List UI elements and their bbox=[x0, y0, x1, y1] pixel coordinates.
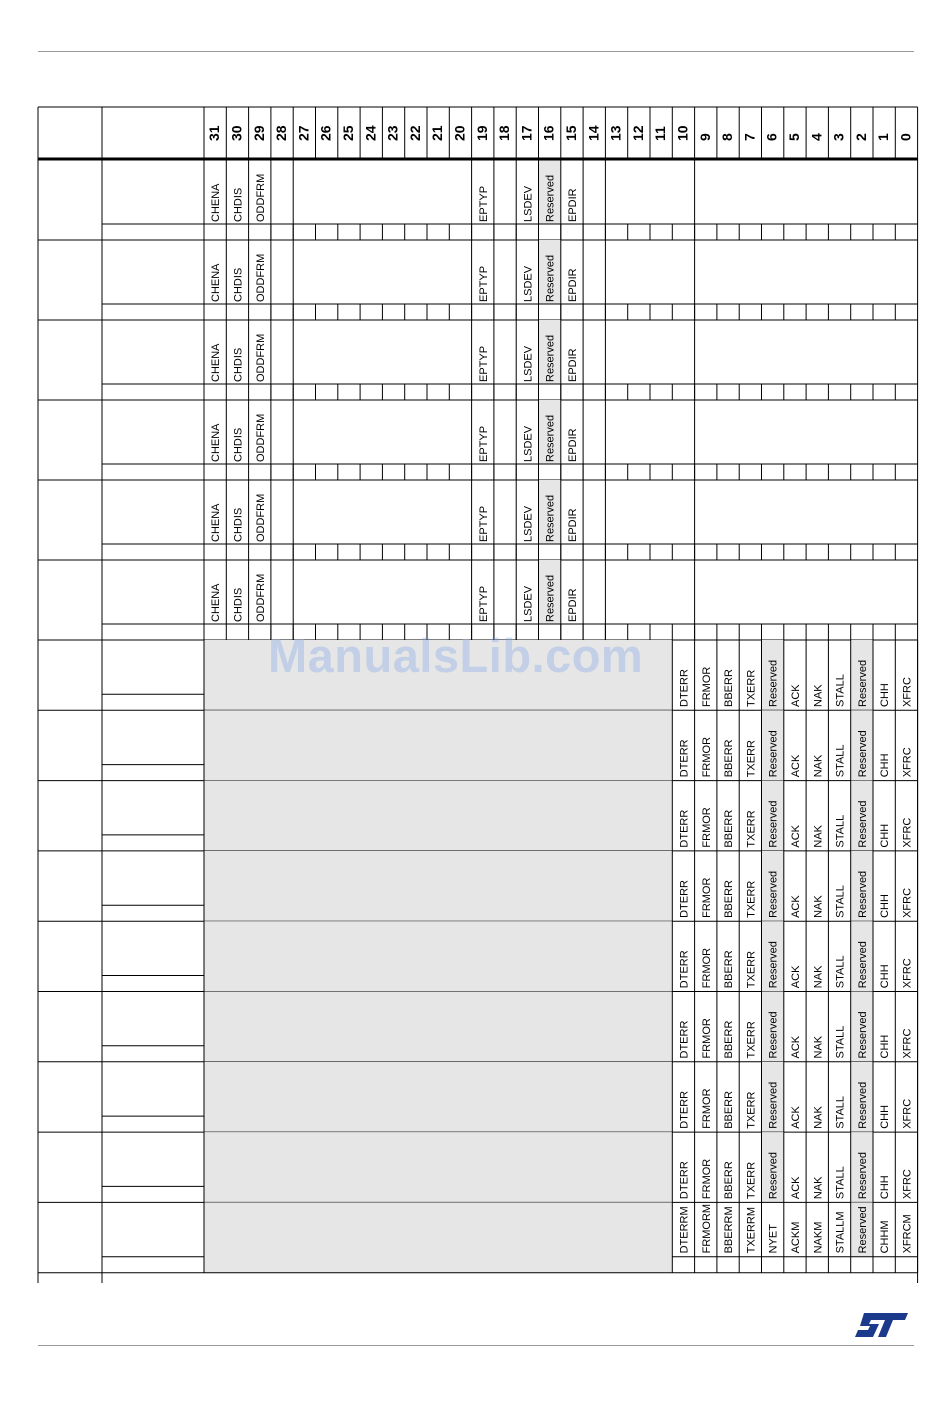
field-epdir: EPDIR bbox=[566, 428, 579, 462]
field-stall: STALL bbox=[834, 885, 847, 918]
field-stall: STALL bbox=[834, 674, 847, 707]
field-epdir: EPDIR bbox=[566, 348, 579, 382]
field-chh: CHH bbox=[879, 823, 892, 848]
bit-number-3: 3 bbox=[830, 133, 847, 141]
field-nak: NAK bbox=[812, 754, 825, 778]
bit-number-14: 14 bbox=[585, 125, 602, 141]
field-chdis: CHDIS bbox=[232, 587, 245, 622]
field-dterr: DTERR bbox=[678, 809, 691, 848]
field-chh: CHH bbox=[879, 753, 892, 778]
field-ack: ACK bbox=[789, 965, 802, 989]
field-txerrm: TXERRM bbox=[745, 1206, 758, 1254]
field-oddfrm: ODDFRM bbox=[254, 333, 267, 382]
field-oddfrm: ODDFRM bbox=[254, 573, 267, 622]
field-nak: NAK bbox=[812, 1106, 825, 1129]
field-lsdev: LSDEV bbox=[522, 585, 535, 622]
field-xfrc: XFRC bbox=[901, 1169, 914, 1200]
field-dterrm: DTERRM bbox=[678, 1206, 691, 1254]
field-stall: STALL bbox=[834, 1025, 847, 1059]
field-stall: STALL bbox=[834, 1095, 847, 1129]
field-epdir: EPDIR bbox=[566, 508, 579, 542]
field-xfrc: XFRC bbox=[901, 747, 914, 778]
field-dterr: DTERR bbox=[678, 1090, 691, 1129]
field-txerr: TXERR bbox=[745, 950, 758, 989]
bit-number-26: 26 bbox=[317, 125, 334, 141]
field-reserved: Reserved bbox=[544, 494, 557, 542]
field-dterr: DTERR bbox=[678, 669, 691, 707]
field-ack: ACK bbox=[789, 895, 802, 918]
bit-number-15: 15 bbox=[562, 125, 579, 141]
bit-number-1: 1 bbox=[875, 133, 892, 141]
bit-number-13: 13 bbox=[607, 125, 624, 141]
field-lsdev: LSDEV bbox=[522, 265, 535, 302]
field-bberr: BBERR bbox=[723, 1020, 736, 1059]
bit-number-22: 22 bbox=[406, 125, 423, 141]
field-xfrc: XFRC bbox=[901, 817, 914, 848]
field-chh: CHH bbox=[879, 683, 892, 707]
field-reserved: Reserved bbox=[856, 800, 869, 848]
field-eptyp: EPTYP bbox=[477, 345, 490, 382]
bit-number-0: 0 bbox=[897, 133, 914, 141]
field-chdis: CHDIS bbox=[232, 427, 245, 462]
bit-number-25: 25 bbox=[339, 125, 356, 141]
bit-number-27: 27 bbox=[295, 125, 312, 141]
field-reserved: Reserved bbox=[856, 730, 869, 778]
bit-number-7: 7 bbox=[741, 133, 758, 141]
field-chh: CHH bbox=[879, 894, 892, 918]
field-reserved: Reserved bbox=[544, 414, 557, 462]
field-chh: CHH bbox=[879, 1175, 892, 1200]
field-xfrc: XFRC bbox=[901, 1028, 914, 1059]
field-oddfrm: ODDFRM bbox=[254, 493, 267, 542]
field-nyet: NYET bbox=[767, 1224, 780, 1254]
bit-number-28: 28 bbox=[273, 125, 290, 141]
bit-number-6: 6 bbox=[763, 133, 780, 141]
field-reserved: Reserved bbox=[767, 800, 780, 848]
field-epdir: EPDIR bbox=[566, 268, 579, 302]
field-reserved: Reserved bbox=[544, 574, 557, 622]
field-frmor: FRMOR bbox=[700, 736, 713, 778]
field-eptyp: EPTYP bbox=[477, 505, 490, 542]
field-reserved: Reserved bbox=[856, 1152, 869, 1200]
field-reserved: Reserved bbox=[856, 870, 869, 918]
bit-number-12: 12 bbox=[629, 125, 646, 141]
field-nak: NAK bbox=[812, 1035, 825, 1059]
field-chdis: CHDIS bbox=[232, 507, 245, 542]
bit-number-5: 5 bbox=[785, 133, 802, 141]
field-nak: NAK bbox=[812, 965, 825, 989]
field-chdis: CHDIS bbox=[232, 187, 245, 222]
field-ack: ACK bbox=[789, 1106, 802, 1129]
field-lsdev: LSDEV bbox=[522, 345, 535, 382]
bit-number-23: 23 bbox=[384, 125, 401, 141]
bit-number-4: 4 bbox=[808, 133, 825, 141]
bit-number-11: 11 bbox=[652, 126, 669, 141]
field-xfrc: XFRC bbox=[901, 1098, 914, 1129]
field-reserved: Reserved bbox=[544, 254, 557, 302]
field-ack: ACK bbox=[789, 684, 802, 707]
field-chh: CHH bbox=[879, 1104, 892, 1129]
field-frmor: FRMOR bbox=[700, 807, 713, 848]
bit-number-9: 9 bbox=[696, 133, 713, 141]
field-txerr: TXERR bbox=[745, 810, 758, 848]
reserved-range-shade bbox=[204, 1132, 672, 1202]
field-txerr: TXERR bbox=[745, 1161, 758, 1200]
field-chena: CHENA bbox=[210, 183, 223, 222]
field-epdir: EPDIR bbox=[566, 588, 579, 622]
field-reserved: Reserved bbox=[856, 941, 869, 989]
bit-number-24: 24 bbox=[362, 125, 379, 141]
field-eptyp: EPTYP bbox=[477, 425, 490, 462]
field-epdir: EPDIR bbox=[566, 188, 579, 222]
field-reserved: Reserved bbox=[767, 941, 780, 989]
field-eptyp: EPTYP bbox=[477, 585, 490, 622]
field-reserved: Reserved bbox=[544, 334, 557, 382]
reserved-range-shade bbox=[204, 1202, 672, 1272]
field-chdis: CHDIS bbox=[232, 347, 245, 382]
bit-number-16: 16 bbox=[540, 125, 557, 141]
field-dterr: DTERR bbox=[678, 1020, 691, 1059]
bit-number-20: 20 bbox=[451, 125, 468, 141]
field-nak: NAK bbox=[812, 824, 825, 848]
st-logo-icon bbox=[854, 1310, 910, 1340]
field-bberr: BBERR bbox=[723, 950, 736, 989]
field-xfrc: XFRC bbox=[901, 958, 914, 989]
bit-number-18: 18 bbox=[496, 125, 513, 141]
field-frmor: FRMOR bbox=[700, 1158, 713, 1200]
reserved-range-shade bbox=[204, 851, 672, 921]
field-ack: ACK bbox=[789, 754, 802, 778]
field-lsdev: LSDEV bbox=[522, 505, 535, 542]
field-bberr: BBERR bbox=[723, 809, 736, 848]
bit-number-30: 30 bbox=[228, 125, 245, 141]
field-nak: NAK bbox=[812, 684, 825, 707]
field-reserved: Reserved bbox=[544, 174, 557, 222]
field-reserved: Reserved bbox=[856, 1206, 869, 1254]
bit-number-8: 8 bbox=[719, 133, 736, 141]
field-dterr: DTERR bbox=[678, 1161, 691, 1200]
field-ack: ACK bbox=[789, 1035, 802, 1059]
field-lsdev: LSDEV bbox=[522, 425, 535, 462]
field-chh: CHH bbox=[879, 1034, 892, 1059]
field-bberrm: BBERRM bbox=[723, 1206, 736, 1254]
field-txerr: TXERR bbox=[745, 1091, 758, 1129]
bit-number-21: 21 bbox=[429, 125, 446, 141]
field-chena: CHENA bbox=[210, 503, 223, 542]
field-txerr: TXERR bbox=[745, 669, 758, 707]
field-ack: ACK bbox=[789, 824, 802, 848]
field-frmor: FRMOR bbox=[700, 947, 713, 989]
field-chena: CHENA bbox=[210, 343, 223, 382]
field-nak: NAK bbox=[812, 895, 825, 918]
field-frmorm: FRMORM bbox=[700, 1203, 713, 1254]
field-txerr: TXERR bbox=[745, 880, 758, 918]
bit-number-19: 19 bbox=[473, 125, 490, 141]
bit-number-10: 10 bbox=[674, 125, 691, 141]
field-frmor: FRMOR bbox=[700, 1018, 713, 1059]
field-xfrc: XFRC bbox=[901, 887, 914, 918]
field-oddfrm: ODDFRM bbox=[254, 173, 267, 222]
bit-number-31: 31 bbox=[206, 125, 223, 141]
field-bberr: BBERR bbox=[723, 669, 736, 707]
bit-number-17: 17 bbox=[518, 125, 535, 141]
field-nakm: NAKM bbox=[812, 1221, 825, 1254]
field-reserved: Reserved bbox=[856, 659, 869, 707]
field-dterr: DTERR bbox=[678, 739, 691, 778]
field-stallm: STALLM bbox=[834, 1211, 847, 1254]
reserved-range-shade bbox=[204, 921, 672, 991]
field-bberr: BBERR bbox=[723, 879, 736, 918]
bit-number-2: 2 bbox=[852, 133, 869, 141]
field-oddfrm: ODDFRM bbox=[254, 413, 267, 462]
reserved-range-shade bbox=[204, 781, 672, 851]
field-dterr: DTERR bbox=[678, 950, 691, 989]
field-stall: STALL bbox=[834, 955, 847, 989]
field-stall: STALL bbox=[834, 1166, 847, 1200]
field-txerr: TXERR bbox=[745, 740, 758, 778]
field-reserved: Reserved bbox=[767, 1081, 780, 1129]
field-eptyp: EPTYP bbox=[477, 265, 490, 302]
field-bberr: BBERR bbox=[723, 1090, 736, 1129]
field-reserved: Reserved bbox=[767, 659, 780, 707]
field-xfrcm: XFRCM bbox=[901, 1214, 914, 1254]
field-reserved: Reserved bbox=[767, 1011, 780, 1059]
field-stall: STALL bbox=[834, 744, 847, 778]
field-chena: CHENA bbox=[210, 423, 223, 462]
field-chhm: CHHM bbox=[879, 1220, 892, 1254]
field-bberr: BBERR bbox=[723, 1161, 736, 1200]
field-nak: NAK bbox=[812, 1176, 825, 1200]
field-frmor: FRMOR bbox=[700, 666, 713, 707]
field-frmor: FRMOR bbox=[700, 877, 713, 918]
field-dterr: DTERR bbox=[678, 880, 691, 918]
field-reserved: Reserved bbox=[767, 1152, 780, 1200]
field-ack: ACK bbox=[789, 1176, 802, 1200]
reserved-range-shade bbox=[204, 710, 672, 780]
reserved-range-shade bbox=[204, 992, 672, 1062]
field-ackm: ACKM bbox=[789, 1221, 802, 1254]
field-stall: STALL bbox=[834, 814, 847, 848]
field-frmor: FRMOR bbox=[700, 1088, 713, 1129]
field-chdis: CHDIS bbox=[232, 267, 245, 302]
bit-number-29: 29 bbox=[250, 125, 267, 141]
watermark: ManualsLib.com bbox=[268, 629, 644, 682]
field-lsdev: LSDEV bbox=[522, 185, 535, 222]
field-chena: CHENA bbox=[210, 263, 223, 302]
field-eptyp: EPTYP bbox=[477, 185, 490, 222]
field-chena: CHENA bbox=[210, 583, 223, 622]
reserved-range-shade bbox=[204, 1062, 672, 1132]
field-oddfrm: ODDFRM bbox=[254, 253, 267, 302]
field-bberr: BBERR bbox=[723, 739, 736, 778]
field-reserved: Reserved bbox=[767, 730, 780, 778]
field-xfrc: XFRC bbox=[901, 677, 914, 707]
field-reserved: Reserved bbox=[856, 1011, 869, 1059]
field-reserved: Reserved bbox=[767, 870, 780, 918]
field-txerr: TXERR bbox=[745, 1021, 758, 1059]
field-reserved: Reserved bbox=[856, 1081, 869, 1129]
field-chh: CHH bbox=[879, 964, 892, 989]
